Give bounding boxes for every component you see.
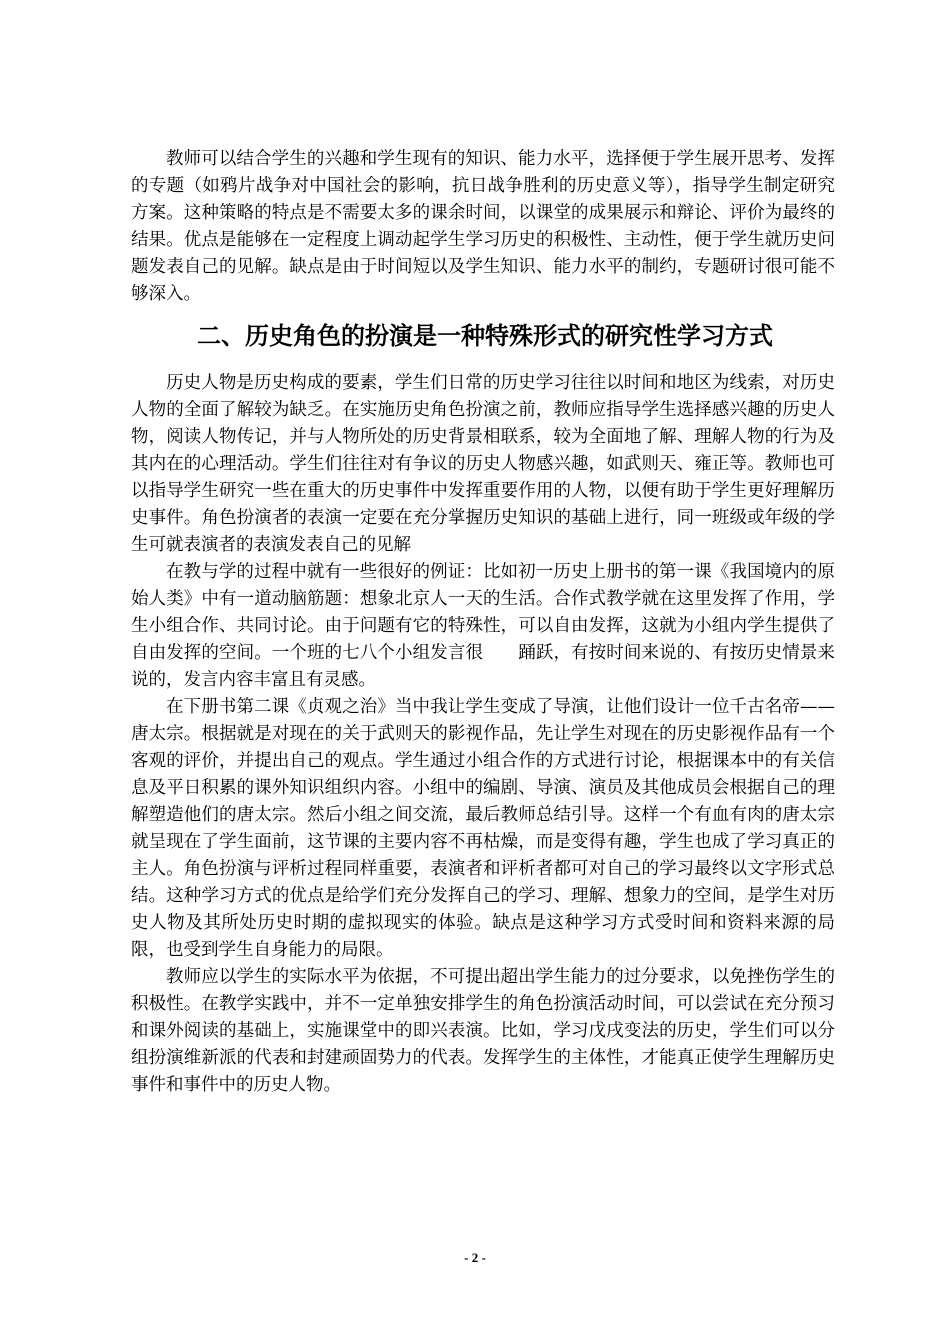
- section-heading: 二、历史角色的扮演是一种特殊形式的研究性学习方式: [197, 322, 773, 350]
- paragraph: 历史人物是历史构成的要素，学生们日常的历史学习往往以时间和地区为线索，对历史人物的全面了解较为缺乏。在实施历史角色扮演之前，教师应指导学生选择感兴趣的历史人物，阅读人物传记，并与人物所处的历史背景相联系，较为全面地了解、理解人物的行为及其内在的心理活动。学生们往往对有争议的历史人物感兴趣，如武则天、雍正等。教师也可以指导学生研究一些在重大的历史事件中发挥重要作用的人物，以便有助于学生更好理解历史事件。角色扮演者的表演一定要在充分掌握历史知识的基础上进行，同一班级或年级的学生可就表演者的表演发表自己的见解: [131, 373, 835, 555]
- page-number: - 2 -: [464, 1250, 486, 1265]
- section-body: [131, 370, 835, 1099]
- paragraph: 教师应以学生的实际水平为依据，不可提出超出学生能力的过分要求，以免挫伤学生的积极性。在教学实践中，并不一定单独安排学生的角色扮演活动时间，可以尝试在充分预习和课外阅读的基础上，实施课堂中的即兴表演。比如，学习戊戌变法的历史，学生们可以分组扮演维新派的代表和封建顽固势力的代表。发挥学生的主体性，才能真正使学生理解历史事件和事件中的历史人物。: [131, 967, 835, 1095]
- paragraph: 教师可以结合学生的兴趣和学生现有的知识、能力水平，选择便于学生展开思考、发挥的专题（如鸦片战争对中国社会的影响，抗日战争胜利的历史意义等），指导学生制定研究方案。这种策略的特点是不需要太多的课余时间，以课堂的成果展示和辩论、评价为最终的结果。优点是能够在一定程度上调动起学生学习历史的积极性、主动性，便于学生就历史问题发表自己的见解。缺点是由于时间短以及学生知识、能力水平的制约，专题研讨很可能不够深入。: [131, 149, 835, 304]
- paragraph: 在下册书第二课《贞观之治》当中我让学生变成了导演，让他们设计一位千古名帝——唐太宗。根据就是对现在的关于武则天的影视作品，先让学生对现在的历史影视作品有一个客观的评价，并提出自己的观点。学生通过小组合作的方式进行讨论，根据课本中的有关信息及平日积累的课外知识组织内容。小组中的编剧、导演、演员及其他成员会根据自己的理解塑造他们的唐太宗。然后小组之间交流，最后教师总结引导。这样一个有血有肉的唐太宗就呈现在了学生面前，这节课的主要内容不再枯燥，而是变得有趣，学生也成了学习真正的主人。角色扮演与评析过程同样重要，表演者和评析者都可对自己的学习最终以文字形式总结。这种学习方式的优点是给学们充分发挥自己的学习、理解、想象力的空间，是学生对历史人物及其所处历史时期的虚拟现实的体验。缺点是这种学习方式受时间和资料来源的局限，也受到学生自身能力的局限。: [131, 697, 835, 960]
- intro-text-block: [131, 146, 835, 308]
- paragraph: 在教与学的过程中就有一些很好的例证：比如初一历史上册书的第一课《我国境内的原始人类》中有一道动脑筋题：想象北京人一天的生活。合作式教学就在这里发挥了作用，学生小组合作、共同讨论。由于问题有它的特殊性，可以自由发挥，这就为小组内学生提供了自由发挥的空间。一个班的七八个小组发言很 踊跃，有按时间来说的、有按历史情景来说的，发言内容丰富且有灵感。: [131, 562, 835, 690]
